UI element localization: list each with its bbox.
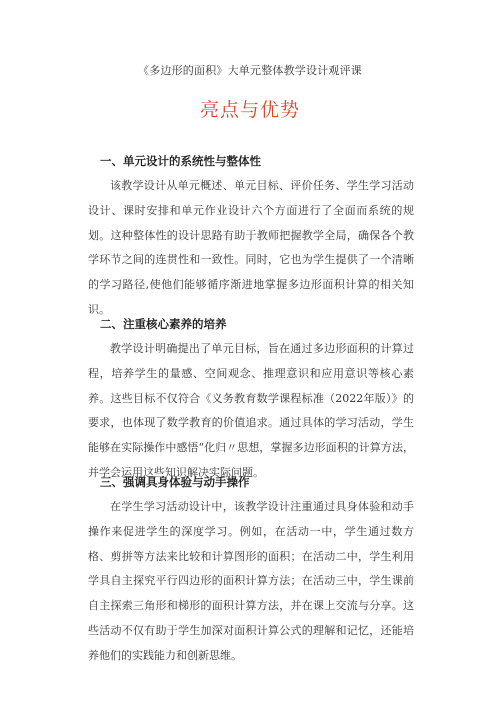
section-core-literacy xyxy=(88,315,414,486)
document-title: 亮点与优势 xyxy=(199,99,300,121)
section-body: 教学设计明确提出了单元目标，旨在通过多边形面积的计算过程，培养学生的量感、空间观念、推理意识和应用意识等核心素养。这些目标不仅符合《义务教育数学课程标准（2022年版）》的要求，也体现了数学教育的价值追求。通过具体的学习活动，学生能够在实际操作中感悟“化归〃思想，掌握多边形面积的计算方法，并学会运用这些知识解决实际问题。 xyxy=(88,342,414,479)
section-body: 该教学设计从单元概述、单元目标、评价任务、学生学习活动设计、课时安排和单元作业设计六个方面进行了全面而系统的规划。这种整体性的设计思路有助于教师把握教学全局，确保各个教学环节之间的连贯性和一致性。同时，它也为学生提供了一个清晰的学习路径,使他们能够循序渐进地掌握多边形面积计算的相关知识。 xyxy=(88,179,414,316)
document-subtitle: 《多边形的面积》大单元整体教学设计观评课 xyxy=(138,64,362,77)
section-heading: 三、强调具身体验与动手操作 xyxy=(100,475,250,489)
section-system-integrity xyxy=(88,152,414,323)
section-hands-on-experience xyxy=(88,473,414,669)
section-heading: 二、注重核心素养的培养 xyxy=(100,317,227,331)
section-body: 在学生学习活动设计中，该教学设计注重通过具身体验和动手操作来促进学生的深度学习。例如，在活动一中，学生通过数方格、剪拼等方法来比较和计算图形的面积；在活动二中，学生利用学具自主探究平行四边形的面积计算方法；在活动三中，学生课前自主探索三角形和梯形的面积计算方法，并在课上交流与分享。这些活动不仅有助于学生加深对面积计算公式的理解和记忆，还能培养他们的实践能力和创新思维。 xyxy=(88,500,414,662)
section-heading: 一、单元设计的系统性与整体性 xyxy=(100,154,261,168)
